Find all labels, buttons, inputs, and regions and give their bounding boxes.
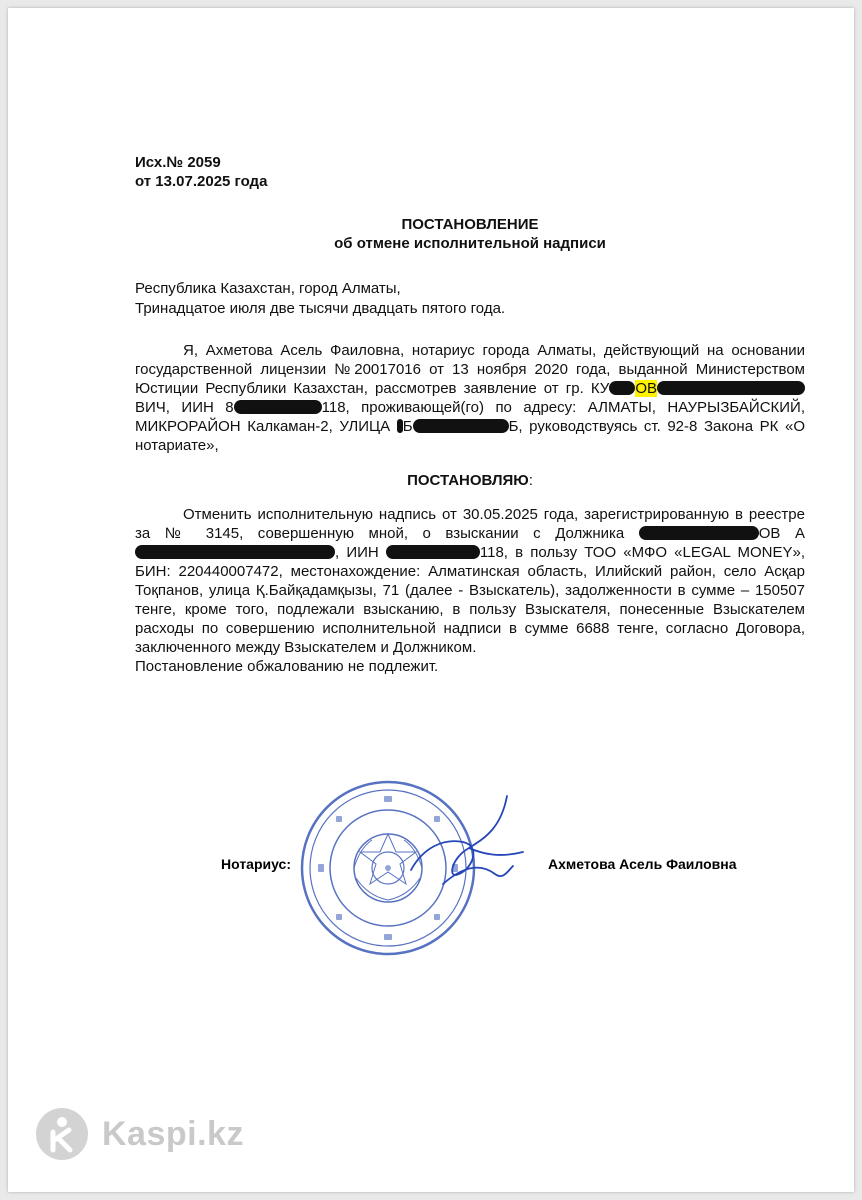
- kaspi-watermark: [36, 1108, 244, 1160]
- notary-label: Нотариус:: [221, 856, 291, 872]
- redaction-mark: [413, 419, 509, 433]
- redaction-mark: [135, 545, 335, 559]
- redaction-mark: [234, 400, 322, 414]
- redaction-mark: [609, 381, 635, 395]
- document-page: [8, 8, 854, 1192]
- title-line-2: об отмене исполнительной надписи: [334, 235, 606, 252]
- outgoing-number: Исх.№ 2059: [135, 154, 221, 171]
- para1-text-2: 118, проживающей(го) по адресу: АЛМАТЫ, НАУРЫЗБАЙСКИЙ, МИКРОРАЙОН Калкаман-2, УЛИЦА: [135, 399, 805, 435]
- highlighted-fragment: ОВ: [635, 380, 657, 397]
- watermark-text: Kaspi.kz: [102, 1114, 244, 1153]
- para2-fragment: А: [794, 525, 805, 542]
- redaction-mark: [657, 381, 805, 395]
- date-words-line: Тринадцатое июля две тысячи двадцать пятого года.: [135, 300, 506, 317]
- decree-colon: :: [528, 472, 533, 489]
- notary-name: Ахметова Асель Фаиловна: [548, 856, 737, 872]
- para1-fragment: КУ: [590, 380, 610, 397]
- para2-fragment: , ИИН: [335, 544, 386, 561]
- decree-heading: [135, 471, 805, 490]
- para2-text-1: Отменить исполнительную надпись от 30.05.2025 года, зарегистрированную в реестре за № 3145, совершенную мной, о взыскании с Должника: [135, 506, 805, 542]
- document-date: от 13.07.2025 года: [135, 173, 268, 190]
- para1-fragment: Б: [402, 418, 413, 435]
- para1-text-3: Б, руководствуясь ст. 92-8 Закона РК «О нотариате»,: [135, 418, 806, 454]
- kaspi-logo-icon: [36, 1108, 88, 1160]
- title-line-1: ПОСТАНОВЛЕНИЕ: [401, 216, 539, 233]
- para2-text-2: 118, в пользу ТОО «МФО «LEGAL MONEY», БИН: 220440007472, местонахождение: Алматинская область, Илийский район, село Асқар Тоқпанов, улица Қ.Байқадамқызы, 71 (далее - Взыскатель), задолженности в сумме – 150507 тенге, кроме того, подлежали взысканию, в пользу Взыскателя, понесенные Взыскателем расходы по совершению исполнительной надписи в сумме 6688 тенге, согласно Договора, заключенного между Взыскателем и Должником.: [135, 544, 805, 656]
- paragraph-2: [135, 505, 805, 676]
- redaction-mark: [386, 545, 480, 559]
- signature-scribble-icon: [403, 788, 533, 898]
- outgoing-reference: [135, 153, 805, 191]
- place-and-date: [135, 279, 805, 319]
- place-line: Республика Казахстан, город Алматы,: [135, 280, 401, 297]
- decree-word: ПОСТАНОВЛЯЮ: [407, 472, 529, 489]
- para1-text-1: Я, Ахметова Асель Фаиловна, нотариус города Алматы, действующий на основании государственной лицензии №20017016 от 13 ноября 2020 года, выданной Министерством Юстиции Республики Казахстан, рассмотрев заявление от гр.: [135, 342, 805, 397]
- document-title: [135, 215, 805, 253]
- final-statement: Постановление обжалованию не подлежит.: [135, 658, 439, 675]
- document-body: [135, 153, 805, 676]
- redaction-mark: [639, 526, 759, 540]
- para1-fragment: ВИЧ, ИИН: [135, 399, 226, 416]
- para2-fragment: ОВ: [758, 525, 781, 542]
- para1-fragment: 8: [225, 399, 234, 416]
- paragraph-1: [135, 341, 805, 455]
